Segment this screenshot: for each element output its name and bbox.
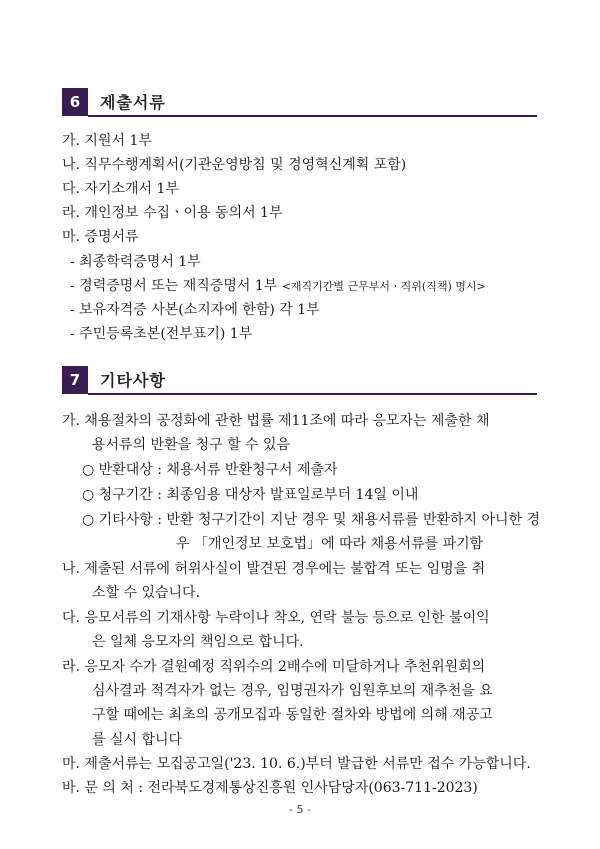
- text-line: 심사결과 적격자가 없는 경우, 임명권자가 임원후보의 재추천을 요: [92, 683, 493, 699]
- sub-list-item: - 주민등록초본(전부표기) 1부: [70, 326, 253, 342]
- text-line: 바. 문 의 처 : 전라북도경제통상진흥원 인사담당자(063-711-2023): [62, 780, 478, 796]
- sub-list-item: - 보유자격증 사본(소지자에 한함) 각 1부: [70, 302, 320, 318]
- text-line: 용서류의 반환을 청구 할 수 있음: [92, 437, 291, 453]
- section-number-badge: 6: [62, 88, 88, 116]
- text-line: 를 실시 합니다: [92, 732, 183, 748]
- list-item: 나. 직무수행계획서(기관운영방침 및 경영혁신계획 포함): [62, 157, 407, 173]
- text-line: 가. 채용절차의 공정화에 관한 법률 제11조에 따라 응모자는 제출한 채: [62, 413, 490, 429]
- list-item: 마. 증명서류: [62, 229, 139, 245]
- list-item: 라. 개인정보 수집ㆍ이용 동의서 1부: [62, 205, 283, 221]
- text-line: 다. 응모서류의 기재사항 누락이나 착오, 연락 불능 등으로 인한 불이익: [62, 610, 490, 626]
- section-rule: [88, 115, 537, 117]
- list-item: 가. 지원서 1부: [62, 133, 152, 149]
- sub-list-item: [70, 279, 486, 293]
- career-main: - 경력증명서 또는 재직증명서 1부: [70, 278, 282, 294]
- text-line: 나. 제출된 서류에 허위사실이 발견된 경우에는 불합격 또는 임명을 취: [62, 561, 486, 577]
- bullet-line: ○ 청구기간 : 최종임용 대상자 발표일로부터 14일 이내: [82, 487, 419, 503]
- text-line: 구할 때에는 최초의 공개모집과 동일한 절차와 방법에 의해 재공고: [92, 707, 493, 723]
- section-rule: [88, 393, 537, 395]
- sub-list-item: - 최종학력증명서 1부: [70, 254, 201, 270]
- section-title: 제출서류: [100, 93, 166, 112]
- section-title: 기타사항: [100, 371, 166, 390]
- bullet-line: ○ 기타사항 : 반환 청구기간이 지난 경우 및 채용서류를 반환하지 아니한 경: [82, 512, 541, 528]
- text-line: 은 일체 응모자의 책임으로 합니다.: [92, 634, 304, 650]
- text-line: 우 「개인정보 보호법」에 따라 채용서류를 파기함: [176, 536, 484, 552]
- text-line: 마. 제출서류는 모집공고일('23. 10. 6.)부터 발급한 서류만 접수 가능합니다.: [62, 756, 531, 772]
- section-6-header: [62, 88, 537, 120]
- bullet-line: ○ 반환대상 : 채용서류 반환청구서 제출자: [82, 462, 338, 478]
- page-number: - 5 -: [289, 803, 311, 816]
- section-number-badge: 7: [62, 366, 88, 394]
- section-7-header: [62, 366, 537, 398]
- list-item: 다. 자기소개서 1부: [62, 181, 179, 197]
- career-note: <재직기간별 근무부서ㆍ직위(직책) 명시>: [281, 280, 486, 293]
- text-line: 소할 수 있습니다.: [92, 585, 201, 601]
- text-line: 라. 응모자 수가 결원예정 직위수의 2배수에 미달하거나 추천위원회의: [62, 659, 486, 675]
